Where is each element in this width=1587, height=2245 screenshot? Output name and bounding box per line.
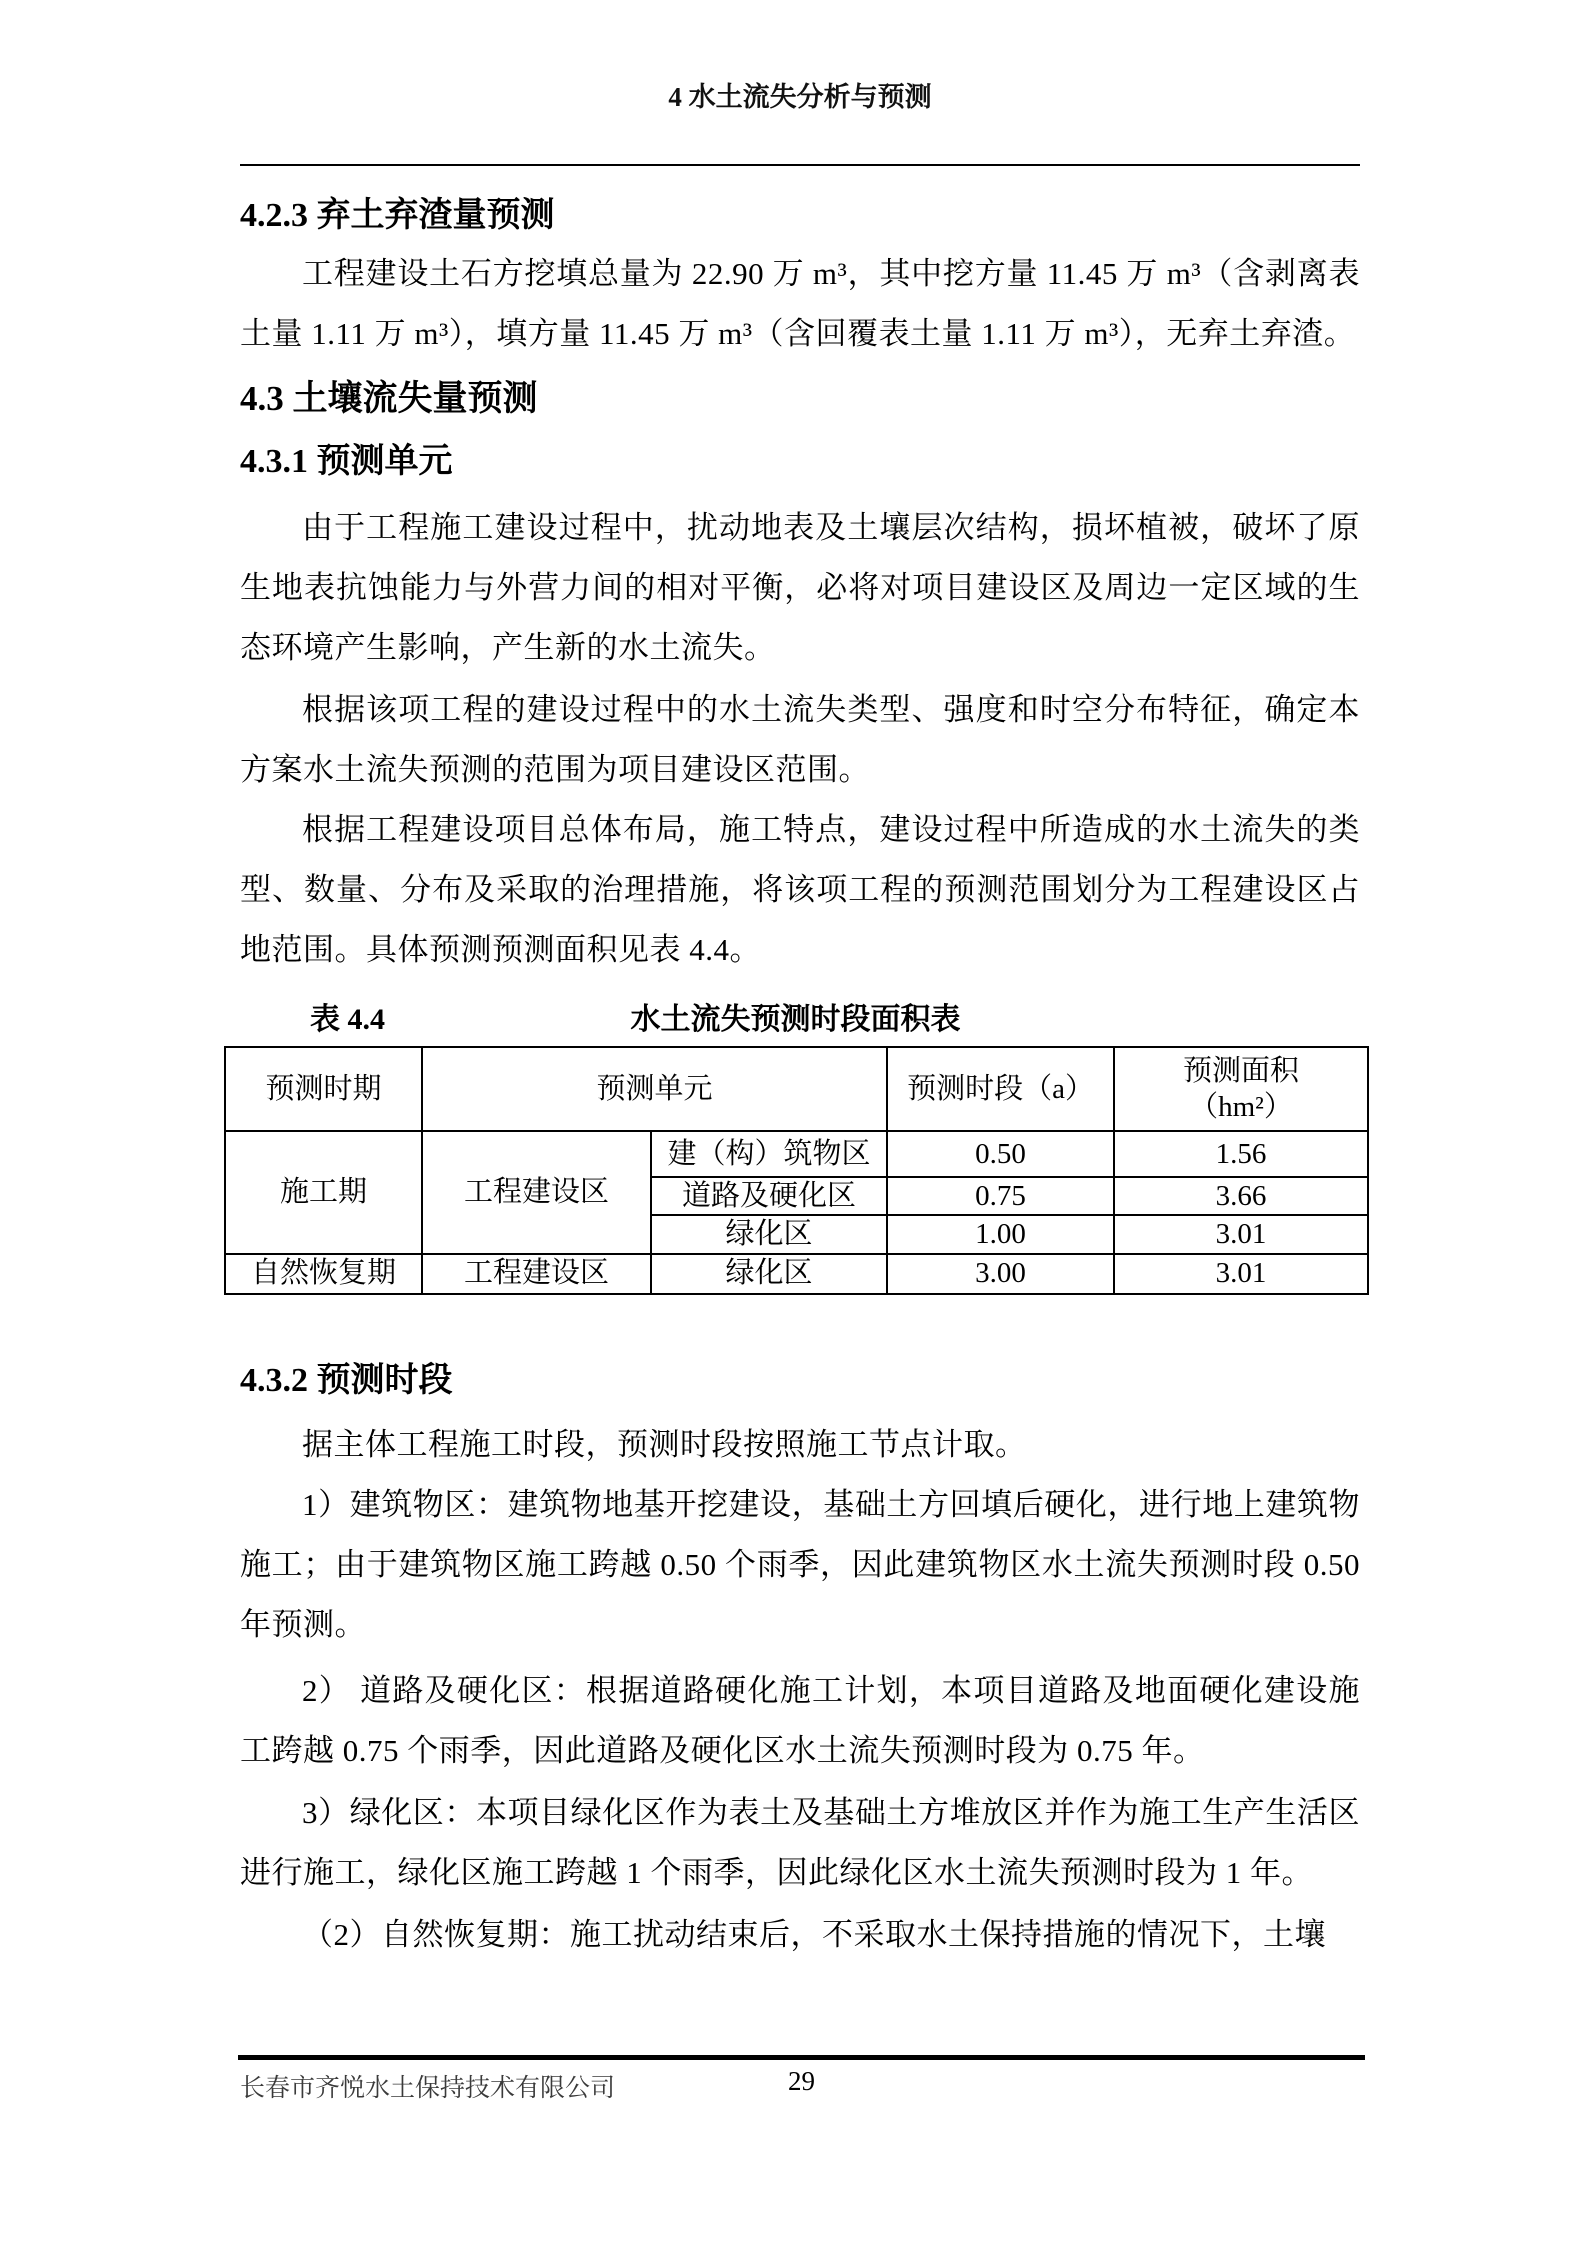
- heading-4-3-2: 4.3.2 预测时段: [240, 1361, 453, 1399]
- paragraph-period-basis: 据主体工程施工时段，预测时段按照施工节点计取。: [302, 1426, 1027, 1462]
- col-header-period: 预测时期: [225, 1047, 422, 1131]
- cell-duration-road: 0.75: [887, 1177, 1114, 1215]
- table-caption-title: 水土流失预测时段面积表: [630, 1003, 961, 1036]
- footer-page-number: 29: [788, 2066, 815, 2096]
- heading-4-3: 4.3 土壤流失量预测: [240, 379, 538, 418]
- col-header-area-line1: 预测面积: [1183, 1054, 1300, 1087]
- col-header-area-line2: （hm²）: [1189, 1091, 1293, 1123]
- cell-area-building: 1.56: [1114, 1131, 1368, 1177]
- page-footer: [238, 2055, 1365, 2102]
- paragraph-road-zone-period: 2） 道路及硬化区：根据道路硬化施工计划，本项目道路及地面硬化建设施工跨越 0.75 个雨季，因此道路及硬化区水土流失预测时段为 0.75 年。: [240, 1672, 1360, 1768]
- header-divider-line: [240, 164, 1360, 166]
- table-row: [225, 1131, 1368, 1177]
- col-header-duration: 预测时段（a）: [887, 1047, 1114, 1131]
- heading-4-3-1: 4.3.1 预测单元: [240, 443, 453, 480]
- paragraph-earthwork-totals: 工程建设土石方挖填总量为 22.90 万 m³，其中挖方量 11.45 万 m³（含剥离表土量 1.11 万 m³），填方量 11.45 万 m³（含回覆表土量 1.11 万 m³），无弃土弃渣。: [240, 256, 1360, 351]
- cell-zone-green: 绿化区: [651, 1215, 887, 1253]
- cell-zone-building: 建（构）筑物区: [651, 1131, 887, 1177]
- cell-duration-green: 1.00: [887, 1215, 1114, 1253]
- paragraph-prediction-zoning: 根据工程建设项目总体布局，施工特点，建设过程中所造成的水土流失的类型、数量、分布及采取的治理措施，将该项工程的预测范围划分为工程建设区占地范围。具体预测预测面积见表 4.4。: [240, 812, 1360, 967]
- cell-unit-construction: 工程建设区: [422, 1131, 651, 1254]
- footer-content: [238, 2066, 1365, 2102]
- table-header-row: [225, 1047, 1368, 1131]
- paragraph-prediction-scope: 根据该项工程的建设过程中的水土流失类型、强度和时空分布特征，确定本方案水土流失预测的范围为项目建设区范围。: [240, 692, 1360, 787]
- footer-company-name: 长春市齐悦水土保持技术有限公司: [240, 2075, 616, 2102]
- prediction-period-area-table: [224, 1046, 1369, 1295]
- cell-area-recovery: 3.01: [1114, 1254, 1368, 1294]
- paragraph-disturbance-impact: 由于工程施工建设过程中，扰动地表及土壤层次结构，损坏植被，破坏了原生地表抗蚀能力与外营力间的相对平衡，必将对项目建设区及周边一定区域的生态环境产生影响，产生新的水土流失。: [240, 510, 1360, 665]
- cell-period-recovery: 自然恢复期: [225, 1254, 422, 1294]
- paragraph-natural-recovery: （2）自然恢复期：施工扰动结束后，不采取水土保持措施的情况下，土壤: [302, 1916, 1326, 1952]
- cell-duration-recovery: 3.00: [887, 1254, 1114, 1294]
- col-header-unit: 预测单元: [422, 1047, 887, 1131]
- running-header-title: 4 水土流失分析与预测: [668, 82, 932, 112]
- paragraph-green-zone-period: 3）绿化区：本项目绿化区作为表土及基础土方堆放区并作为施工生产生活区进行施工，绿化区施工跨越 1 个雨季，因此绿化区水土流失预测时段为 1 年。: [240, 1794, 1360, 1890]
- cell-unit-recovery: 工程建设区: [422, 1254, 651, 1294]
- cell-area-green: 3.01: [1114, 1215, 1368, 1253]
- cell-area-road: 3.66: [1114, 1177, 1368, 1215]
- heading-4-2-3: 4.2.3 弃土弃渣量预测: [240, 197, 555, 234]
- cell-period-construction: 施工期: [225, 1131, 422, 1254]
- cell-zone-recovery: 绿化区: [651, 1254, 887, 1294]
- table-caption: [224, 1000, 1367, 1040]
- table-caption-number: 表 4.4: [310, 1003, 385, 1036]
- col-header-area: [1114, 1047, 1368, 1131]
- table-row: [225, 1254, 1368, 1294]
- cell-zone-road: 道路及硬化区: [651, 1177, 887, 1215]
- cell-duration-building: 0.50: [887, 1131, 1114, 1177]
- paragraph-building-zone-period: 1）建筑物区：建筑物地基开挖建设，基础土方回填后硬化，进行地上建筑物施工；由于建筑物区施工跨越 0.50 个雨季，因此建筑物区水土流失预测时段 0.50 年预测。: [240, 1486, 1360, 1642]
